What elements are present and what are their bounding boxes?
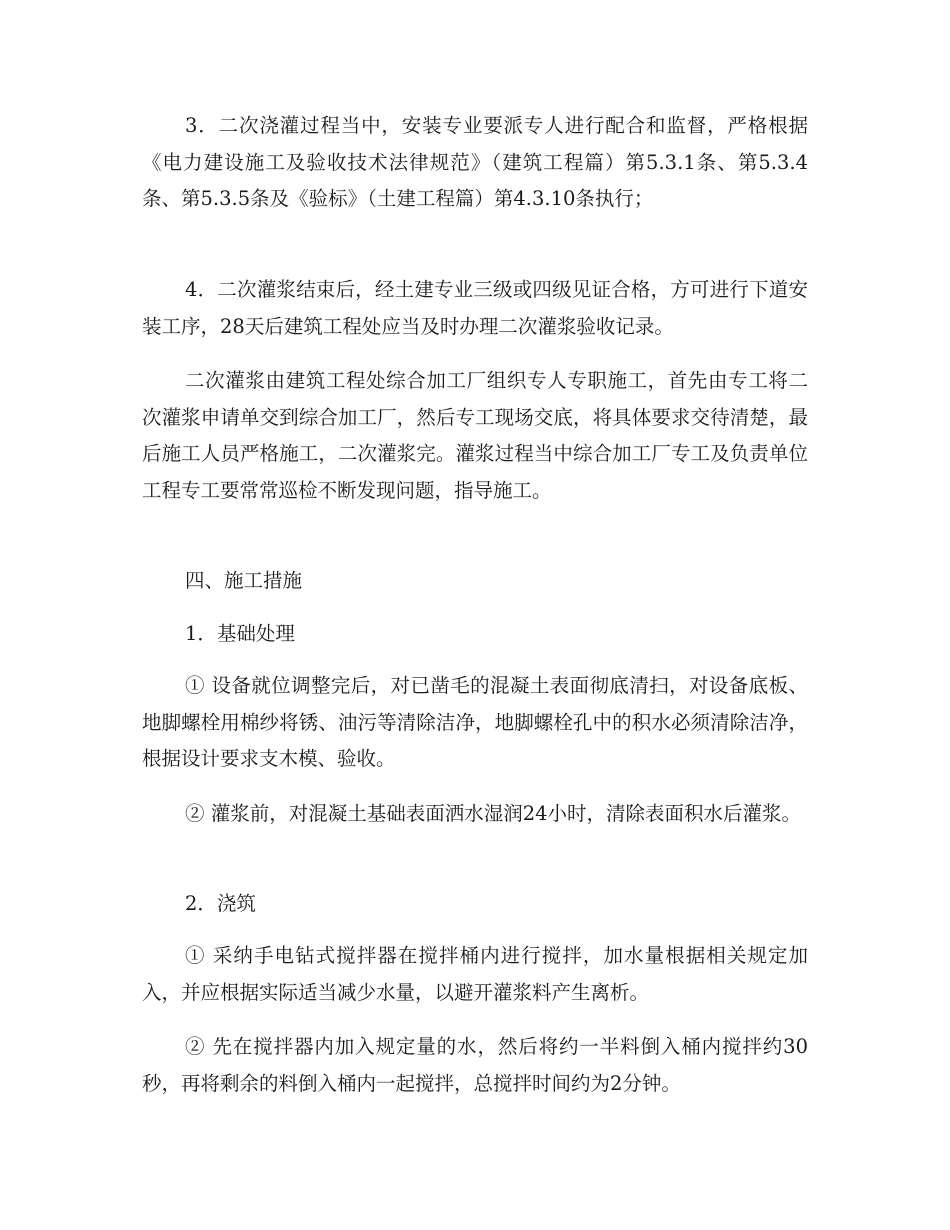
paragraph-pouring-step-2: ② 先在搅拌器内加入规定量的水，然后将约一半料倒入桶内搅拌约30秒，再将剩余的料倒入桶内一起搅拌，总搅拌时间约为2分钟。 xyxy=(142,1035,808,1095)
paragraph-foundation-step-1: ① 设备就位调整完后，对已凿毛的混凝土表面彻底清扫，对设备底板、地脚螺栓用棉纱将锈、油污等清除洁净，地脚螺栓孔中的积水必须清除洁净，根据设计要求支木模、验收。 xyxy=(142,674,808,770)
subheading-pouring: 2．浇筑 xyxy=(185,892,256,915)
paragraph-item-3-pouring-supervision: 3．二次浇灌过程当中，安装专业要派专人进行配合和监督，严格根据《电力建设施工及验收技术法律规范》（建筑工程篇）第5.3.1条、第5.3.4条、第5.3.5条及《验标》（土建工程篇）第4.3.10条执行； xyxy=(142,114,808,210)
subheading-foundation-treatment: 1．基础处理 xyxy=(185,622,295,645)
paragraph-pouring-step-1: ① 采纳手电钻式搅拌器在搅拌桶内进行搅拌，加水量根据相关规定加入，并应根据实际适当减少水量，以避开灌浆料产生离析。 xyxy=(142,944,808,1004)
section-heading-construction-measures: 四、施工措施 xyxy=(185,569,303,592)
paragraph-item-4-grouting-acceptance: 4．二次灌浆结束后，经土建专业三级或四级见证合格，方可进行下道安装工序，28天后建筑工程处应当及时办理二次灌浆验收记录。 xyxy=(142,278,808,338)
paragraph-grouting-organization: 二次灌浆由建筑工程处综合加工厂组织专人专职施工，首先由专工将二次灌浆申请单交到综合加工厂，然后专工现场交底，将具体要求交待清楚，最后施工人员严格施工，二次灌浆完。灌浆过程当中综合加工厂专工及负责单位工程专工要常常巡检不断发现问题，指导施工。 xyxy=(142,369,808,502)
paragraph-foundation-step-2: ② 灌浆前，对混凝土基础表面洒水湿润24小时，清除表面积水后灌浆。 xyxy=(185,802,802,825)
